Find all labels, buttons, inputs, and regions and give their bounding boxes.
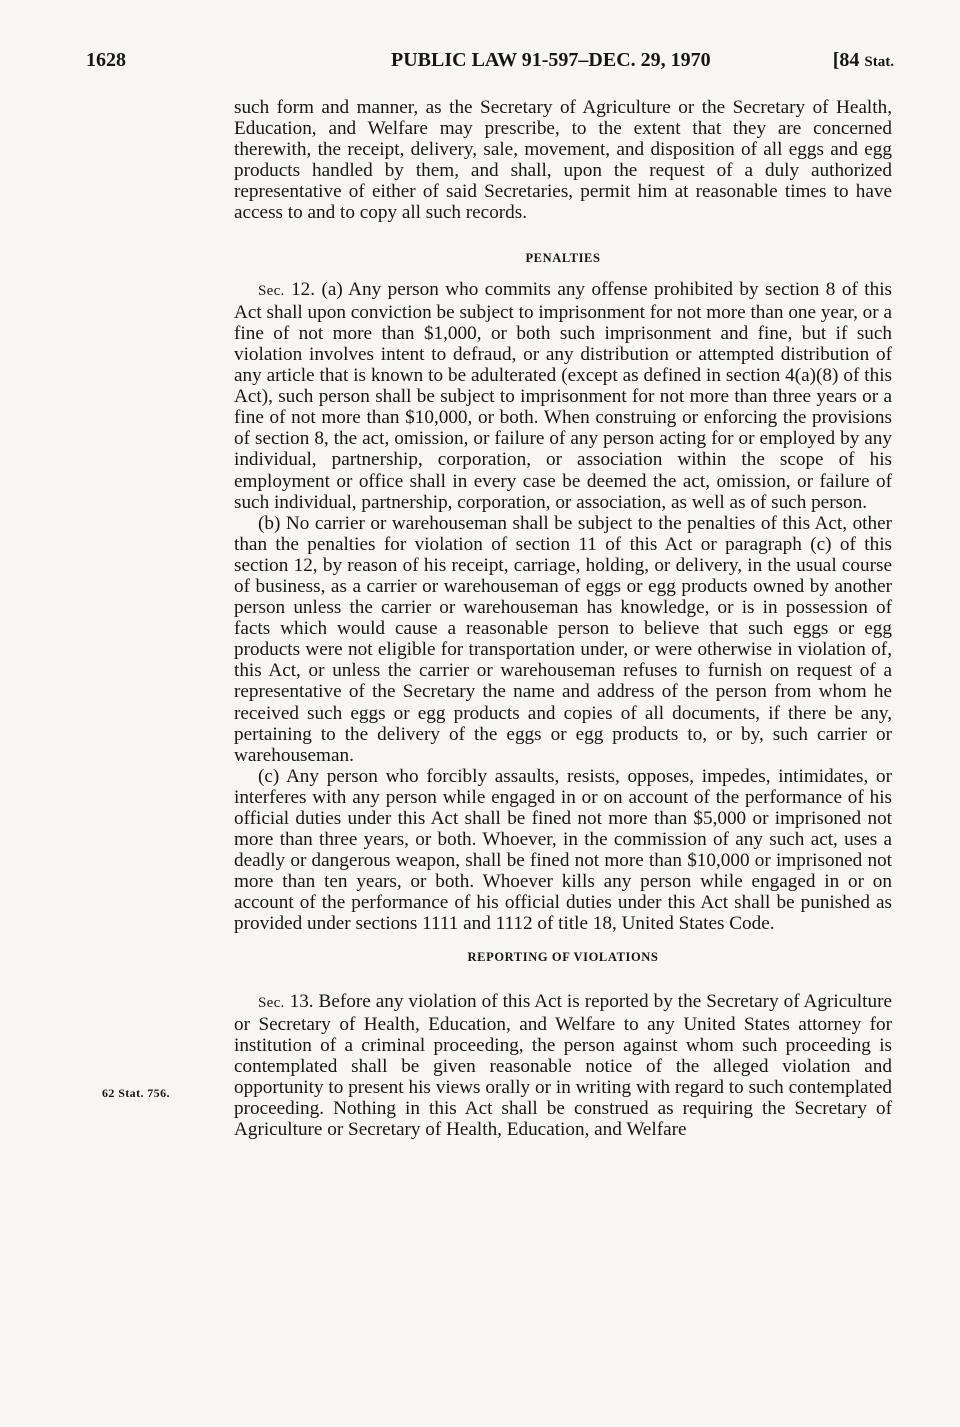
body-text [234,97,892,1140]
section-12-paragraph-b: (b) No carrier or warehouseman shall be subject to the penalties of this Act, other than the penalties for violation of section 11 of this Act or paragraph (c) of this section 12, by reason of his receipt, carriage, holding, or delivery, in the usual course of business, as a carrier or warehouseman of eggs or egg products owned by another person unless the carrier or warehouseman has knowledge, or is in possession of facts which would cause a reasonable person to believe that such eggs or egg products were not eligible for transportation under, or were otherwise in violation of, this Act, or unless the carrier or warehouseman refuses to furnish on request of a representative of the Secretary the name and address of the person from whom he received such eggs or egg products and copies of all documents, if there be any, pertaining to the delivery of the eggs or egg products to, or by, such carrier or warehouseman. [234,512,892,766]
section-12-paragraph-a [234,279,892,513]
statute-reference-prefix: [84 [832,49,865,71]
running-title: PUBLIC LAW 91-597–DEC. 29, 1970 [391,49,711,71]
statute-reference-word: Stat. [864,54,894,70]
continuation-paragraph: such form and manner, as the Secretary of Agriculture or the Secretary of Health, Education, and Welfare may prescribe, to the extent that they are concerned therewith, the receipt, delivery, sale, movement, and disposition of all eggs and egg products handled by them, and shall, upon the request of a duly authorized representative of either of said Secretaries, permit him at reasonable times to have access to and to copy all such records. [234,97,892,224]
page-number: 1628 [86,49,126,71]
section-13-paragraph [234,991,892,1141]
margin-citation: 62 Stat. 756. [102,1086,170,1100]
statute-reference [833,49,894,72]
section-heading-penalties: PENALTIES [525,250,601,265]
section-label: Sec. [258,994,285,1011]
section-heading-reporting-of-violations: REPORTING OF VIOLATIONS [467,949,659,964]
page-header [86,49,894,79]
section-12-paragraph-c: (c) Any person who forcibly assaults, resists, opposes, impedes, intimidates, or interferes with any person while engaged in or on account of the performance of his official duties under this Act shall be fined not more than $5,000 or imprisoned not more than three years, or both. Whoever, in the commission of any such act, uses a deadly or dangerous weapon, shall be fined not more than $10,000 or imprisoned not more than ten years, or both. Whoever kills any person while engaged in or on account of the performance of his official duties under this Act shall be punished as provided under sections 1111 and 1112 of title 18, United States Code. [234,765,892,935]
section-12-paragraph-a-text: 12. (a) Any person who commits any offense prohibited by section 8 of this Act shall upon conviction be subject to imprisonment for not more than one year, or a fine of not more than $1,000, or both such imprisonment and fine, but if such violation involves intent to defraud, or any distribution or attempted distribution of any article that is known to be adulterated (except as defined in section 4(a)(8) of this Act), such person shall be subject to imprisonment for not more than three years or a fine of not more than $10,000, or both. When construing or enforcing the provisions of section 8, the act, omission, or failure of any person acting for or employed by any individual, partnership, corporation, or association within the scope of his employment or office shall in every case be deemed the act, omission, or failure of such individual, partnership, corporation, or association, as well as of such person. [234,278,893,513]
section-13-paragraph-text: 13. Before any violation of this Act is reported by the Secretary of Agriculture or Secretary of Health, Education, and Welfare to any United States attorney for institution of a criminal proceeding, the person against whom such proceeding is contemplated shall be given reasonable notice of the alleged violation and opportunity to present his views orally or in writing with regard to such contemplated proceeding. Nothing in this Act shall be construed as requiring the Secretary of Agriculture or Secretary of Health, Education, and Welfare [234,990,892,1141]
section-label: Sec. [258,282,285,299]
